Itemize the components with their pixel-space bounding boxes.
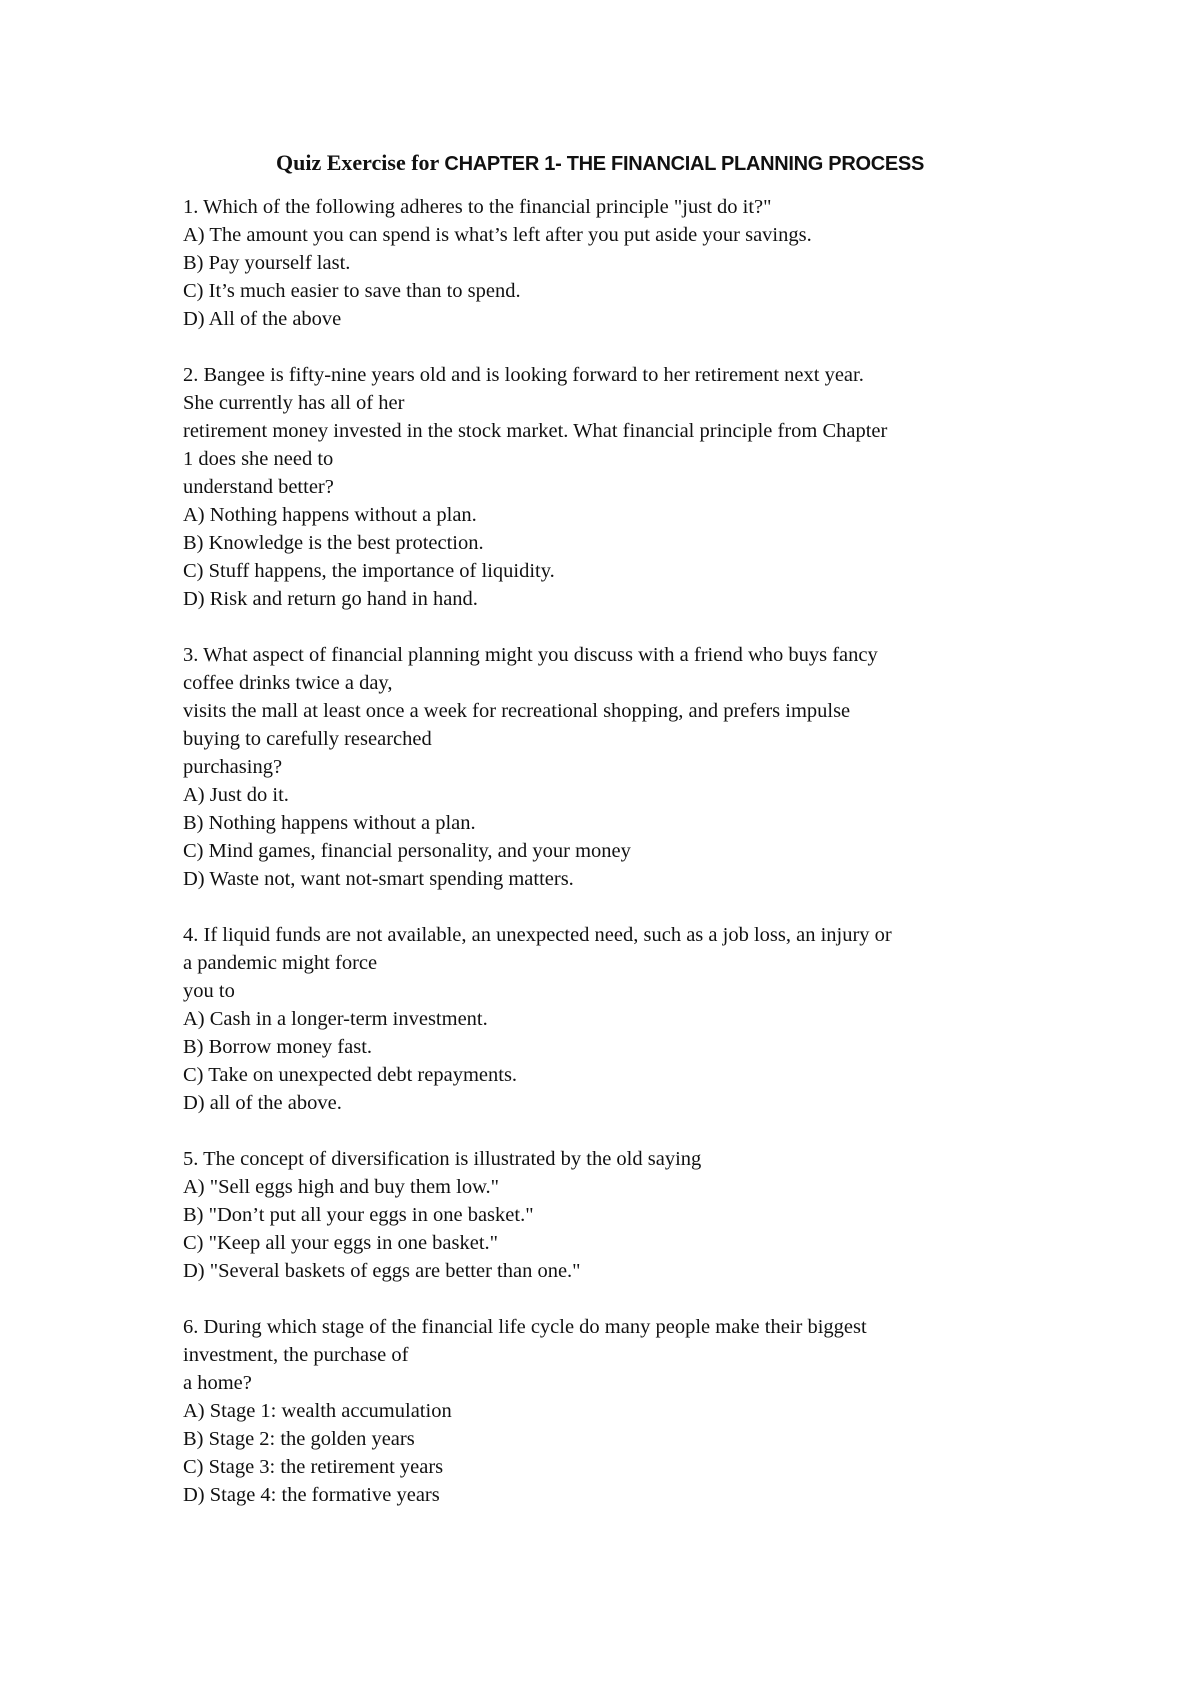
question-text-continued: purchasing? <box>183 756 283 778</box>
answer-option: C) Take on unexpected debt repayments. <box>183 1064 518 1086</box>
question-text-continued: She currently has all of her <box>183 392 405 414</box>
question-block <box>183 193 1083 333</box>
answer-option: D) all of the above. <box>183 1092 342 1114</box>
answer-option: B) Nothing happens without a plan. <box>183 812 476 834</box>
question-block <box>183 361 1083 613</box>
answer-option: A) Nothing happens without a plan. <box>183 504 477 526</box>
question-text-continued: understand better? <box>183 476 334 498</box>
question-list <box>183 193 1083 1537</box>
question-text: 2. Bangee is fifty-nine years old and is looking forward to her retirement next year. <box>183 364 864 386</box>
answer-option: D) "Several baskets of eggs are better than one." <box>183 1260 581 1282</box>
answer-option: A) Stage 1: wealth accumulation <box>183 1400 452 1422</box>
question-text: 1. Which of the following adheres to the financial principle "just do it?" <box>183 196 772 218</box>
answer-option: B) "Don’t put all your eggs in one basket." <box>183 1204 534 1226</box>
answer-option: C) It’s much easier to save than to spend. <box>183 280 521 302</box>
answer-option: C) Stage 3: the retirement years <box>183 1456 444 1478</box>
question-text-continued: 1 does she need to <box>183 448 334 470</box>
answer-option: B) Knowledge is the best protection. <box>183 532 484 554</box>
question-text-continued: a pandemic might force <box>183 952 378 974</box>
question-block <box>183 641 1083 893</box>
answer-option: D) Risk and return go hand in hand. <box>183 588 478 610</box>
answer-option: D) Waste not, want not-smart spending matters. <box>183 868 574 890</box>
question-text-continued: visits the mall at least once a week for recreational shopping, and prefers impulse <box>183 700 851 722</box>
answer-option: C) Mind games, financial personality, and your money <box>183 840 631 862</box>
title-heading: CHAPTER 1- THE FINANCIAL PLANNING PROCESS <box>444 153 925 175</box>
question-text-continued: investment, the purchase of <box>183 1344 409 1366</box>
answer-option: D) Stage 4: the formative years <box>183 1484 440 1506</box>
answer-option: B) Pay yourself last. <box>183 252 351 274</box>
answer-option: A) Cash in a longer-term investment. <box>183 1008 488 1030</box>
question-text-continued: coffee drinks twice a day, <box>183 672 393 694</box>
question-text-continued: buying to carefully researched <box>183 728 432 750</box>
answer-option: B) Stage 2: the golden years <box>183 1428 415 1450</box>
question-text: 3. What aspect of financial planning might you discuss with a friend who buys fancy <box>183 644 878 666</box>
question-block <box>183 921 1083 1117</box>
question-text: 4. If liquid funds are not available, an unexpected need, such as a job loss, an injury or <box>183 924 892 946</box>
answer-option: D) All of the above <box>183 308 342 330</box>
question-text-continued: retirement money invested in the stock market. What financial principle from Chapter <box>183 420 888 442</box>
question-block <box>183 1145 1083 1285</box>
answer-option: A) "Sell eggs high and buy them low." <box>183 1176 500 1198</box>
answer-option: A) The amount you can spend is what’s left after you put aside your savings. <box>183 224 812 246</box>
answer-option: C) Stuff happens, the importance of liquidity. <box>183 560 555 582</box>
question-text: 6. During which stage of the financial life cycle do many people make their biggest <box>183 1316 867 1338</box>
question-text: 5. The concept of diversification is illustrated by the old saying <box>183 1148 702 1170</box>
question-text-continued: you to <box>183 980 235 1002</box>
question-block <box>183 1313 1083 1509</box>
answer-option: C) "Keep all your eggs in one basket." <box>183 1232 499 1254</box>
answer-option: B) Borrow money fast. <box>183 1036 373 1058</box>
question-text-continued: a home? <box>183 1372 252 1394</box>
answer-option: A) Just do it. <box>183 784 289 806</box>
page-title <box>0 148 1200 179</box>
title-prefix: Quiz Exercise for <box>275 150 445 175</box>
